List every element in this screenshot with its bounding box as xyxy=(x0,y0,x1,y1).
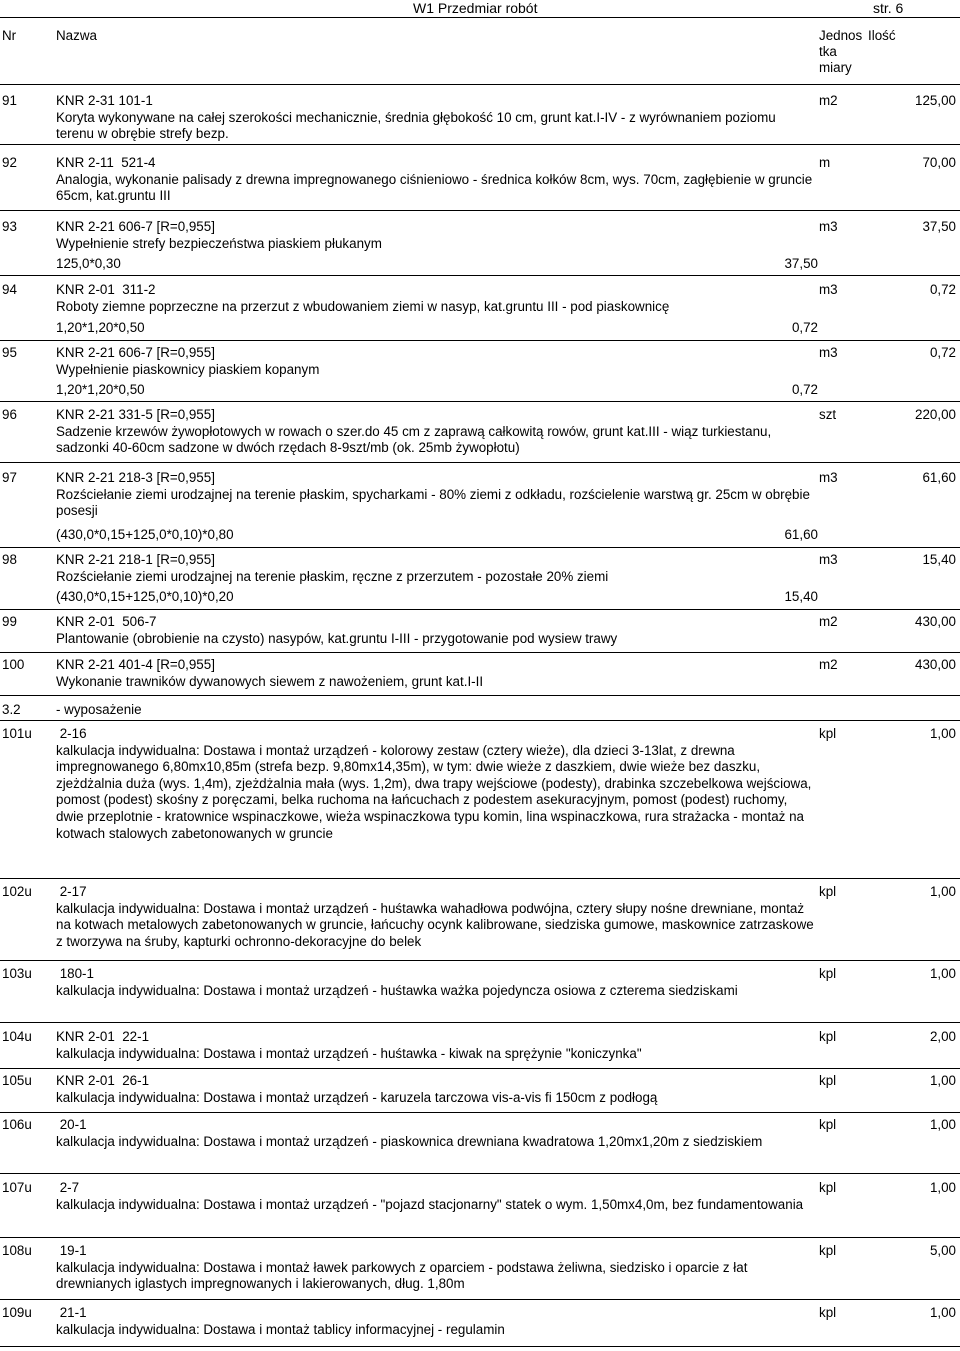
row-quantity: 2,00 xyxy=(929,1029,956,1044)
row-code: KNR 2-21 218-3 [R=0,955] xyxy=(56,470,215,485)
row-number: 98 xyxy=(2,552,17,567)
row-text: Plantowanie (obrobienie na czysto) nasypów, kat.gruntu I-III - przygotowanie pod wysiew trawy xyxy=(56,630,618,646)
row-text: Rozściełanie ziemi urodzajnej na terenie płaskim, spycharkami - 80% ziemi z odkładu, rozścielenie warstwą gr. 25cm w obrębie posesji xyxy=(56,486,810,519)
row-number: 109u xyxy=(2,1305,32,1320)
row-number: 102u xyxy=(2,884,32,899)
row-description xyxy=(56,470,816,520)
row-separator xyxy=(0,720,960,721)
row-description xyxy=(56,345,816,378)
row-description xyxy=(56,155,816,205)
row-unit: szt xyxy=(819,407,837,422)
row-text: Analogia, wykonanie palisady z drewna impregnowanego ciśnieniowo - średnica kołków 8cm, wys. 70cm, zagłębienie w gruncie 65cm, kat.gruntu III xyxy=(56,171,813,204)
row-code: KNR 2-21 331-5 [R=0,955] xyxy=(56,407,215,422)
row-number: 95 xyxy=(2,345,17,360)
section-number: 3.2 xyxy=(2,702,21,717)
column-header-nr: Nr xyxy=(2,28,17,43)
column-headers xyxy=(0,28,960,80)
row-code: KNR 2-21 401-4 [R=0,955] xyxy=(56,657,215,672)
row-quantity: 1,00 xyxy=(929,1117,956,1132)
page-number: str. 6 xyxy=(873,0,904,16)
row-separator xyxy=(0,652,960,653)
column-header-ilosc: Ilość xyxy=(868,28,896,43)
row-text: kalkulacja indywidualna: Dostawa i montaż urządzeń - huśtawka ważka pojedyncza osiowa z czterema siedziskami xyxy=(56,982,738,998)
row-description xyxy=(56,614,816,647)
row-number: 99 xyxy=(2,614,17,629)
row-quantity: 70,00 xyxy=(922,155,956,170)
row-text: Koryta wykonywane na całej szerokości mechanicznie, średnia głębokość 10 cm, grunt kat.I-IV - z wyrównaniem poziomu terenu w obrębie strefy bezp. xyxy=(56,109,776,142)
row-text: Wykonanie trawników dywanowych siewem z nawożeniem, grunt kat.I-II xyxy=(56,673,484,689)
column-header-nazwa: Nazwa xyxy=(56,28,97,43)
row-unit: m2 xyxy=(819,93,838,108)
row-quantity: 1,00 xyxy=(929,1073,956,1088)
row-code: KNR 2-01 506-7 xyxy=(56,614,157,629)
row-separator xyxy=(0,210,960,211)
row-text: Rozściełanie ziemi urodzajnej na terenie płaskim, ręczne z przerzutem - pozostałe 20% ziemi xyxy=(56,568,609,584)
row-number: 94 xyxy=(2,282,17,297)
row-unit: m2 xyxy=(819,614,838,629)
row-number: 107u xyxy=(2,1180,32,1195)
row-description xyxy=(56,966,816,999)
row-text: kalkulacja indywidualna: Dostawa i montaż urządzeń - huśtawka wahadłowa podwójna, cztery słupy nośne drewniane, montaż na kotwach metalowych zabetonowanych w gruncie, łańcuchy ocynk kalibrowane, siedziska gumowe, maskownice zatrzaskowe z tworzywa na śruby, kapturki ochronno-dekoracyjne do belek xyxy=(56,900,814,949)
row-code: KNR 2-11 521-4 xyxy=(56,155,156,170)
row-separator xyxy=(0,1068,960,1069)
row-code: 180-1 xyxy=(56,966,94,981)
row-code: KNR 2-31 101-1 xyxy=(56,93,153,108)
row-text: kalkulacja indywidualna: Dostawa i montaż ławek parkowych z oparciem - podstawa żeliwna, siedzisko i oparcie z łat drewnianych iglastych impregnowanych i lakierowanych, dług. 1,80m xyxy=(56,1259,748,1292)
row-quantity: 1,00 xyxy=(929,1305,956,1320)
calculation-expression: (430,0*0,15+125,0*0,10)*0,80 xyxy=(56,527,234,542)
row-number: 91 xyxy=(2,93,17,108)
row-unit: kpl xyxy=(819,884,837,899)
row-text: Wypełnienie strefy bezpieczeństwa piaskiem płukanym xyxy=(56,235,382,251)
row-separator xyxy=(0,1112,960,1113)
row-description xyxy=(56,1117,816,1150)
row-quantity: 220,00 xyxy=(915,407,956,422)
row-separator xyxy=(0,275,960,276)
row-separator xyxy=(0,547,960,548)
row-separator xyxy=(0,401,960,402)
row-unit: kpl xyxy=(819,1243,837,1258)
row-unit: kpl xyxy=(819,1180,837,1195)
row-text: kalkulacja indywidualna: Dostawa i montaż tablicy informacyjnej - regulamin xyxy=(56,1321,505,1337)
row-unit: kpl xyxy=(819,1029,837,1044)
row-code: 2-16 xyxy=(56,726,87,741)
row-number: 96 xyxy=(2,407,17,422)
row-unit: kpl xyxy=(819,726,837,741)
row-code: KNR 2-21 606-7 [R=0,955] xyxy=(56,219,215,234)
calculation-value: 37,50 xyxy=(784,256,818,271)
row-number: 105u xyxy=(2,1073,32,1088)
row-description xyxy=(56,93,816,143)
row-separator xyxy=(0,1346,960,1347)
row-code: KNR 2-01 22-1 xyxy=(56,1029,150,1044)
document-title: W1 Przedmiar robót xyxy=(413,0,538,16)
row-separator xyxy=(0,695,960,696)
row-description xyxy=(56,726,816,842)
row-number: 101u xyxy=(2,726,32,741)
row-code: KNR 2-21 606-7 [R=0,955] xyxy=(56,345,215,360)
column-header-jm: Jednos tka miary xyxy=(819,28,863,75)
column-header-rule xyxy=(0,84,960,85)
calculation-expression: 125,0*0,30 xyxy=(56,256,121,271)
row-quantity: 61,60 xyxy=(922,470,956,485)
row-separator xyxy=(0,1173,960,1174)
row-text: kalkulacja indywidualna: Dostawa i montaż urządzeń - piaskownica drewniana kwadratowa 1,20mx1,20m z siedziskiem xyxy=(56,1133,763,1149)
row-description xyxy=(56,884,816,950)
row-separator xyxy=(0,960,960,961)
row-quantity: 1,00 xyxy=(929,1180,956,1195)
row-code: 19-1 xyxy=(56,1243,87,1258)
row-code: 20-1 xyxy=(56,1117,87,1132)
row-description xyxy=(56,407,816,457)
row-separator xyxy=(0,462,960,463)
row-unit: m2 xyxy=(819,657,838,672)
row-unit: m3 xyxy=(819,282,838,297)
row-description xyxy=(56,1180,816,1213)
row-separator xyxy=(0,144,960,145)
row-text: Sadzenie krzewów żywopłotowych w rowach o szer.do 45 cm z zaprawą całkowitą rowów, grunt kat.III - wiąz turkiestanu, sadzonki 40-60cm sadzone w dwóch rzędach 8-9szt/mb (ok. 25mb żywopłotu) xyxy=(56,423,772,456)
row-text: kalkulacja indywidualna: Dostawa i montaż urządzeń - huśtawka - kiwak na sprężynie "koniczynka" xyxy=(56,1045,642,1061)
row-quantity: 430,00 xyxy=(915,657,956,672)
row-description xyxy=(56,1243,816,1293)
row-number: 93 xyxy=(2,219,17,234)
row-quantity: 1,00 xyxy=(929,726,956,741)
row-quantity: 0,72 xyxy=(929,345,956,360)
row-separator xyxy=(0,609,960,610)
calculation-value: 0,72 xyxy=(791,382,818,397)
row-quantity: 1,00 xyxy=(929,966,956,981)
row-unit: kpl xyxy=(819,1305,837,1320)
row-unit: m3 xyxy=(819,345,838,360)
row-code: 2-17 xyxy=(56,884,87,899)
row-quantity: 1,00 xyxy=(929,884,956,899)
row-unit: m3 xyxy=(819,552,838,567)
row-text: kalkulacja indywidualna: Dostawa i montaż urządzeń - kolorowy zestaw (cztery wieże), dla dzieci 3-13lat, z drewna impregnowanego 6,80mx10,85m (strefa bezp. 9,80mx14,35m), w tym: dwie wieże z daszkiem, dwie wieże bez daszku, zjeżdżalnia duża (wys. 1,4m), zjeżdżalnia mała (wys. 1,2m), dwa trapy wejściowe (podesty), drabinka szczebelkowa wejściowa, pomost (podest) skośny z poręczami, belka ruchoma na łańcuchach z podestem asekuracyjnym, pomost (podest) ruchomy, dwie przeplotnie - kratownice wspinaczkowe, wieża wspinaczkowa typu komin, lina wspinaczkowa, rura strażacka - montaż na kotwach stalowych zabetonowanych w gruncie xyxy=(56,742,812,841)
calculation-value: 0,72 xyxy=(791,320,818,335)
row-quantity: 0,72 xyxy=(929,282,956,297)
row-quantity: 15,40 xyxy=(922,552,956,567)
row-number: 103u xyxy=(2,966,32,981)
row-text: Roboty ziemne poprzeczne na przerzut z wbudowaniem ziemi w nasyp, kat.gruntu III - pod piaskownicę xyxy=(56,298,670,314)
row-separator xyxy=(0,1237,960,1238)
page-header xyxy=(0,0,960,18)
row-text: kalkulacja indywidualna: Dostawa i montaż urządzeń - karuzela tarczowa vis-a-vis fi 150cm z podłogą xyxy=(56,1089,658,1105)
row-number: 106u xyxy=(2,1117,32,1132)
row-code: 2-7 xyxy=(56,1180,80,1195)
row-description xyxy=(56,657,816,690)
row-description xyxy=(56,1029,816,1062)
row-quantity: 5,00 xyxy=(929,1243,956,1258)
row-code: KNR 2-01 311-2 xyxy=(56,282,156,297)
row-separator xyxy=(0,878,960,879)
row-description xyxy=(56,1305,816,1338)
row-number: 108u xyxy=(2,1243,32,1258)
row-number: 100 xyxy=(2,657,25,672)
calculation-value: 61,60 xyxy=(784,527,818,542)
calculation-expression: 1,20*1,20*0,50 xyxy=(56,382,145,397)
row-description xyxy=(56,282,816,315)
row-text: Wypełnienie piaskownicy piaskiem kopanym xyxy=(56,361,320,377)
calculation-expression: 1,20*1,20*0,50 xyxy=(56,320,145,335)
row-unit: m3 xyxy=(819,219,838,234)
row-separator xyxy=(0,1022,960,1023)
row-description xyxy=(56,1073,816,1106)
row-number: 97 xyxy=(2,470,17,485)
row-code: KNR 2-21 218-1 [R=0,955] xyxy=(56,552,215,567)
row-quantity: 37,50 xyxy=(922,219,956,234)
row-unit: kpl xyxy=(819,1117,837,1132)
row-quantity: 430,00 xyxy=(915,614,956,629)
section-label: - wyposażenie xyxy=(56,702,142,717)
row-unit: kpl xyxy=(819,966,837,981)
row-description xyxy=(56,219,816,252)
row-separator xyxy=(0,1299,960,1300)
row-unit: m xyxy=(819,155,831,170)
row-description xyxy=(56,552,816,585)
row-number: 104u xyxy=(2,1029,32,1044)
row-code: 21-1 xyxy=(56,1305,87,1320)
header-rule xyxy=(0,17,960,18)
row-unit: kpl xyxy=(819,1073,837,1088)
calculation-expression: (430,0*0,15+125,0*0,10)*0,20 xyxy=(56,589,234,604)
row-number: 92 xyxy=(2,155,17,170)
row-text: kalkulacja indywidualna: Dostawa i montaż urządzeń - "pojazd stacjonarny" statek o wym. 1,50mx4,0m, bez fundamentowania xyxy=(56,1196,804,1212)
row-unit: m3 xyxy=(819,470,838,485)
row-quantity: 125,00 xyxy=(915,93,956,108)
calculation-value: 15,40 xyxy=(784,589,818,604)
row-separator xyxy=(0,340,960,341)
row-code: KNR 2-01 26-1 xyxy=(56,1073,150,1088)
